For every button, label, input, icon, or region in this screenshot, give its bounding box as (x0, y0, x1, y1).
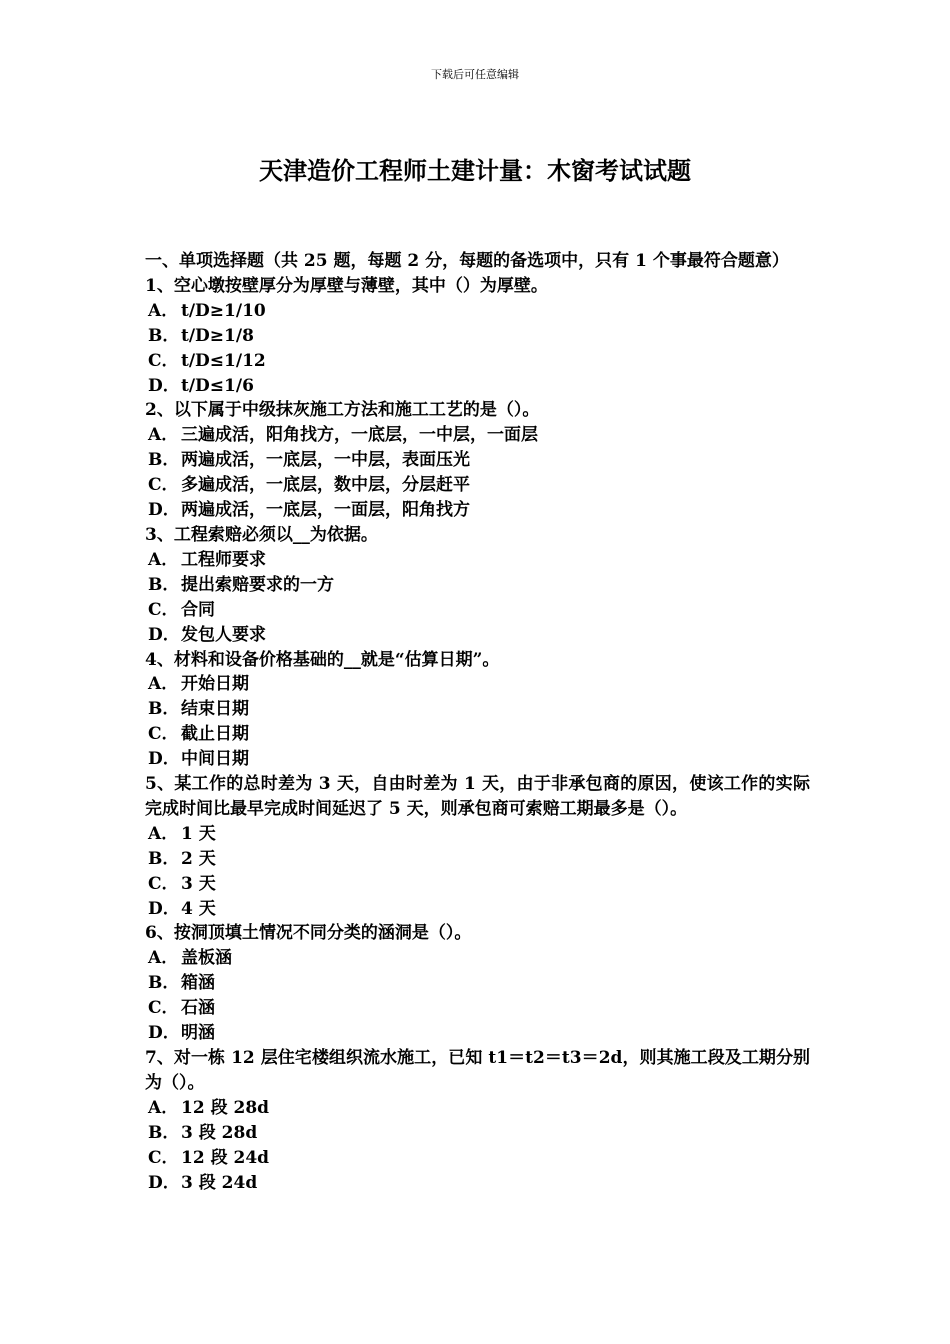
question-text: 7、对一栋 12 层住宅楼组织流水施工，已知 t1＝t2＝t3＝2d，则其施工段及工期分别为（）。 (145, 1048, 810, 1093)
option-text: 12 段 24d (181, 1147, 270, 1168)
answer-option (145, 1121, 810, 1146)
section-heading: 一、单项选择题（共 25 题，每题 2 分，每题的备选项中，只有 1 个事最符合题意） (145, 251, 789, 271)
option-letter: B． (148, 450, 180, 471)
document-title: 天津造价工程师土建计量：木窗考试试题 (259, 156, 691, 185)
answer-option (145, 299, 810, 324)
option-letter: D． (148, 1023, 180, 1044)
question-text: 3、工程索赔必须以__为依据。 (145, 524, 378, 545)
question-text: 5、某工作的总时差为 3 天，自由时差为 1 天，由于非承包商的原因，使该工作的实际完成时间比最早完成时间延迟了 5 天，则承包商可索赔工期最多是（）。 (145, 774, 810, 819)
option-letter: B． (148, 574, 180, 595)
option-text: 三遍成活，阳角找方，一底层，一中层，一面层 (181, 425, 538, 446)
answer-option (145, 548, 810, 573)
option-text: 3 段 28d (181, 1122, 258, 1143)
document-body (145, 249, 810, 1195)
option-text: 开始日期 (181, 674, 249, 695)
option-letter: A． (148, 549, 179, 570)
option-text: 两遍成活，一底层，一中层，表面压光 (181, 450, 470, 471)
answer-option (145, 598, 810, 623)
option-text: t/D≥1/10 (181, 300, 266, 321)
answer-option (145, 448, 810, 473)
option-letter: D． (148, 749, 180, 770)
question-block (145, 398, 810, 523)
option-text: 合同 (181, 599, 215, 620)
answer-option (145, 1096, 810, 1121)
option-letter: A． (148, 674, 179, 695)
option-letter: B． (148, 1122, 180, 1143)
option-text: 3 段 24d (181, 1172, 258, 1193)
question-block (145, 772, 810, 921)
option-text: 发包人要求 (181, 624, 266, 645)
header-note: 下载后可任意编辑 (431, 68, 519, 81)
option-letter: D． (148, 624, 180, 645)
option-text: 多遍成活，一底层，数中层，分层赶平 (181, 475, 470, 496)
question-block (145, 523, 810, 648)
answer-option (145, 897, 810, 922)
answer-option (145, 722, 810, 747)
answer-option (145, 498, 810, 523)
question-block (145, 648, 810, 773)
option-letter: A． (148, 1097, 179, 1118)
option-text: 结束日期 (181, 699, 249, 720)
question-block (145, 1046, 810, 1195)
option-letter: C． (148, 873, 179, 894)
option-letter: B． (148, 848, 180, 869)
option-text: 4 天 (181, 898, 216, 919)
option-text: t/D≤1/6 (181, 375, 254, 396)
answer-option (145, 423, 810, 448)
option-letter: B． (148, 699, 180, 720)
answer-option (145, 374, 810, 399)
option-text: t/D≤1/12 (181, 350, 266, 371)
answer-option (145, 672, 810, 697)
option-letter: A． (148, 300, 179, 321)
option-letter: C． (148, 350, 179, 371)
question-block (145, 921, 810, 1046)
option-text: 中间日期 (181, 749, 249, 770)
answer-option (145, 623, 810, 648)
question-block (145, 274, 810, 399)
option-letter: C． (148, 724, 179, 745)
option-letter: D． (148, 898, 180, 919)
option-letter: B． (148, 973, 180, 994)
option-letter: B． (148, 325, 180, 346)
option-text: 提出索赔要求的一方 (181, 574, 334, 595)
option-letter: C． (148, 1147, 179, 1168)
option-text: 截止日期 (181, 724, 249, 745)
question-text: 6、按洞顶填土情况不同分类的涵洞是（）。 (145, 923, 472, 944)
option-letter: D． (148, 375, 180, 396)
answer-option (145, 573, 810, 598)
option-text: 明涵 (181, 1023, 215, 1044)
option-text: 箱涵 (181, 973, 215, 994)
option-letter: A． (148, 823, 179, 844)
answer-option (145, 1021, 810, 1046)
option-text: 盖板涵 (181, 948, 232, 969)
answer-option (145, 1146, 810, 1171)
option-text: 12 段 28d (181, 1097, 270, 1118)
option-text: t/D≥1/8 (181, 325, 254, 346)
question-text: 1、空心墩按壁厚分为厚壁与薄壁，其中（）为厚壁。 (145, 275, 548, 296)
option-text: 2 天 (181, 848, 216, 869)
answer-option (145, 1171, 810, 1196)
question-text: 4、材料和设备价格基础的__就是“估算日期”。 (145, 649, 500, 670)
answer-option (145, 946, 810, 971)
answer-option (145, 872, 810, 897)
answer-option (145, 996, 810, 1021)
answer-option (145, 473, 810, 498)
question-list (145, 274, 810, 1196)
answer-option (145, 747, 810, 772)
question-text: 2、以下属于中级抹灰施工方法和施工工艺的是（）。 (145, 400, 540, 421)
answer-option (145, 349, 810, 374)
option-text: 3 天 (181, 873, 216, 894)
option-text: 工程师要求 (181, 549, 266, 570)
option-letter: C． (148, 599, 179, 620)
option-text: 1 天 (181, 823, 216, 844)
option-text: 石涵 (181, 998, 215, 1019)
option-text: 两遍成活，一底层，一面层，阳角找方 (181, 500, 470, 521)
option-letter: A． (148, 948, 179, 969)
answer-option (145, 847, 810, 872)
option-letter: D． (148, 500, 180, 521)
option-letter: C． (148, 475, 179, 496)
answer-option (145, 697, 810, 722)
answer-option (145, 822, 810, 847)
answer-option (145, 971, 810, 996)
option-letter: C． (148, 998, 179, 1019)
option-letter: A． (148, 425, 179, 446)
option-letter: D． (148, 1172, 180, 1193)
answer-option (145, 324, 810, 349)
